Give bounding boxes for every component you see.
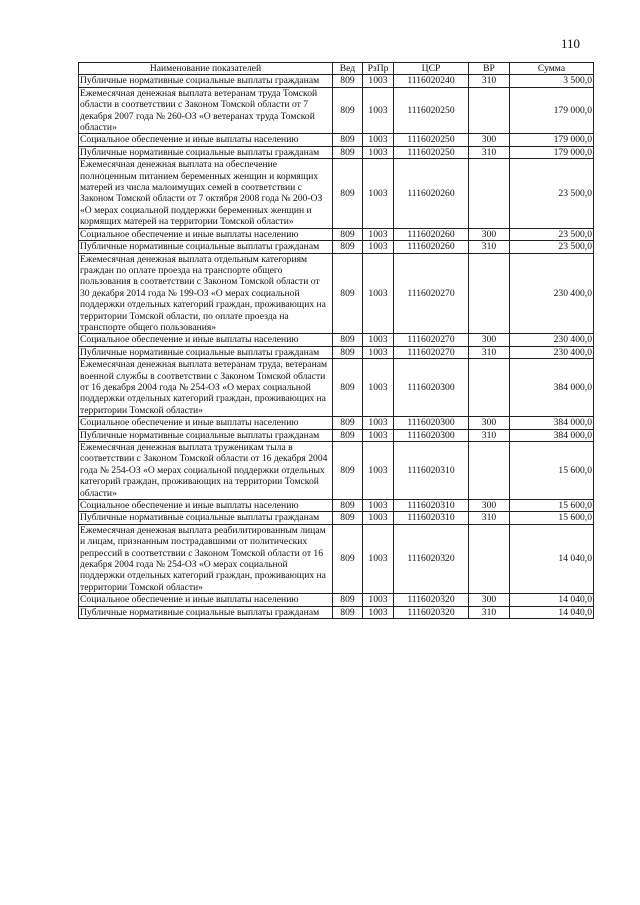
row-csr-cell: 1116020310 — [394, 442, 469, 500]
row-csr-cell: 1116020250 — [394, 134, 469, 146]
header-ved: Вед — [333, 63, 363, 75]
row-ved-cell: 809 — [333, 524, 363, 593]
row-name-cell: Социальное обеспечение и иные выплаты населению — [79, 334, 333, 346]
row-name-cell: Ежемесячная денежная выплата труженикам тыла в соответствии с Законом Томской области от 16 декабря 2004 года № 254-ОЗ «О мерах социальной поддержки отдельных категорий граждан, проживающих на территории Томской области» — [79, 442, 333, 500]
row-rzpr-cell: 1003 — [363, 134, 394, 146]
table-header-row — [79, 63, 594, 75]
row-vr-cell: 310 — [469, 75, 510, 87]
row-rzpr-cell: 1003 — [363, 500, 394, 512]
row-csr-cell: 1116020300 — [394, 359, 469, 417]
row-rzpr-cell: 1003 — [363, 334, 394, 346]
row-ved-cell: 809 — [333, 253, 363, 334]
row-rzpr-cell: 1003 — [363, 75, 394, 87]
row-vr-cell: 300 — [469, 500, 510, 512]
row-sum-cell: 15 600,0 — [510, 512, 594, 524]
row-vr-cell: 310 — [469, 429, 510, 441]
table-row — [79, 241, 594, 253]
row-ved-cell: 809 — [333, 606, 363, 618]
table-row — [79, 146, 594, 158]
row-name-cell: Публичные нормативные социальные выплаты гражданам — [79, 241, 333, 253]
row-vr-cell: 300 — [469, 134, 510, 146]
row-vr-cell — [469, 159, 510, 228]
table-row — [79, 429, 594, 441]
row-csr-cell: 1116020300 — [394, 417, 469, 429]
row-vr-cell — [469, 524, 510, 593]
row-sum-cell: 384 000,0 — [510, 359, 594, 417]
row-ved-cell: 809 — [333, 75, 363, 87]
row-sum-cell: 230 400,0 — [510, 253, 594, 334]
table-row — [79, 417, 594, 429]
row-rzpr-cell: 1003 — [363, 359, 394, 417]
row-name-cell: Ежемесячная денежная выплата отдельным категориям граждан по оплате проезда на транспорте общего пользования в соответствии с Законом Томской области от 30 декабря 2014 года № 199-ОЗ «О мерах социальной поддержки отдельных категорий граждан, проживающих на территории Томской области, по оплате проезда на транспорте общего пользования» — [79, 253, 333, 334]
row-name-cell: Ежемесячная денежная выплата реабилитированным лицам и лицам, признанным пострадавшими от политических репрессий в соответствии с Законом Томской области от 16 декабря 2004 года № 254-ОЗ «О мерах социальной поддержки отдельных категорий граждан, проживающих на территории Томской области» — [79, 524, 333, 593]
row-csr-cell: 1116020310 — [394, 512, 469, 524]
row-vr-cell: 310 — [469, 241, 510, 253]
row-csr-cell: 1116020250 — [394, 146, 469, 158]
row-rzpr-cell: 1003 — [363, 228, 394, 240]
row-ved-cell: 809 — [333, 417, 363, 429]
table-row — [79, 512, 594, 524]
table-body — [79, 75, 594, 619]
row-sum-cell: 3 500,0 — [510, 75, 594, 87]
row-ved-cell: 809 — [333, 334, 363, 346]
table-row — [79, 524, 594, 593]
row-sum-cell: 179 000,0 — [510, 146, 594, 158]
row-vr-cell: 300 — [469, 334, 510, 346]
row-name-cell: Ежемесячная денежная выплата ветеранам труда Томской области в соответствии с Законом Томской области от 7 декабря 2007 года № 260-ОЗ «О ветеранах труда Томской области» — [79, 87, 333, 134]
row-csr-cell: 1116020300 — [394, 429, 469, 441]
row-ved-cell: 809 — [333, 241, 363, 253]
row-sum-cell: 15 600,0 — [510, 442, 594, 500]
row-ved-cell: 809 — [333, 500, 363, 512]
table-row — [79, 228, 594, 240]
row-vr-cell: 300 — [469, 417, 510, 429]
row-ved-cell: 809 — [333, 228, 363, 240]
table-row — [79, 334, 594, 346]
row-rzpr-cell: 1003 — [363, 241, 394, 253]
row-sum-cell: 230 400,0 — [510, 346, 594, 358]
row-sum-cell: 179 000,0 — [510, 87, 594, 134]
row-name-cell: Публичные нормативные социальные выплаты гражданам — [79, 146, 333, 158]
row-name-cell: Публичные нормативные социальные выплаты гражданам — [79, 429, 333, 441]
row-name-cell: Социальное обеспечение и иные выплаты населению — [79, 228, 333, 240]
row-rzpr-cell: 1003 — [363, 594, 394, 606]
table-row — [79, 159, 594, 228]
header-name: Наименование показателей — [79, 63, 333, 75]
row-ved-cell: 809 — [333, 346, 363, 358]
row-vr-cell: 310 — [469, 512, 510, 524]
row-sum-cell: 14 040,0 — [510, 594, 594, 606]
row-name-cell: Социальное обеспечение и иные выплаты населению — [79, 500, 333, 512]
table-row — [79, 134, 594, 146]
row-rzpr-cell: 1003 — [363, 159, 394, 228]
row-csr-cell: 1116020260 — [394, 228, 469, 240]
row-ved-cell: 809 — [333, 134, 363, 146]
row-csr-cell: 1116020310 — [394, 500, 469, 512]
row-csr-cell: 1116020320 — [394, 594, 469, 606]
table-row — [79, 442, 594, 500]
row-rzpr-cell: 1003 — [363, 524, 394, 593]
row-rzpr-cell: 1003 — [363, 606, 394, 618]
row-rzpr-cell: 1003 — [363, 442, 394, 500]
row-rzpr-cell: 1003 — [363, 87, 394, 134]
row-ved-cell: 809 — [333, 87, 363, 134]
row-name-cell: Публичные нормативные социальные выплаты гражданам — [79, 346, 333, 358]
row-name-cell: Социальное обеспечение и иные выплаты населению — [79, 134, 333, 146]
header-rzpr: РзПр — [363, 63, 394, 75]
row-vr-cell: 300 — [469, 594, 510, 606]
table-row — [79, 359, 594, 417]
row-ved-cell: 809 — [333, 159, 363, 228]
row-rzpr-cell: 1003 — [363, 417, 394, 429]
row-vr-cell — [469, 359, 510, 417]
table-row — [79, 87, 594, 134]
row-name-cell: Социальное обеспечение и иные выплаты населению — [79, 594, 333, 606]
table-row — [79, 606, 594, 618]
table-row — [79, 253, 594, 334]
row-vr-cell: 310 — [469, 346, 510, 358]
header-csr: ЦСР — [394, 63, 469, 75]
row-ved-cell: 809 — [333, 442, 363, 500]
row-name-cell: Ежемесячная денежная выплата на обеспечение полноценным питанием беременных женщин и кормящих матерей из числа малоимущих семей в соответствии с Законом Томской области от 7 октября 2008 года № 200-ОЗ «О мерах социальной поддержки беременных женщин и кормящих матерей на территории Томской области» — [79, 159, 333, 228]
row-vr-cell: 310 — [469, 146, 510, 158]
row-sum-cell: 384 000,0 — [510, 417, 594, 429]
row-ved-cell: 809 — [333, 359, 363, 417]
row-sum-cell: 14 040,0 — [510, 524, 594, 593]
row-csr-cell: 1116020270 — [394, 346, 469, 358]
row-name-cell: Публичные нормативные социальные выплаты гражданам — [79, 512, 333, 524]
row-csr-cell: 1116020240 — [394, 75, 469, 87]
row-csr-cell: 1116020270 — [394, 253, 469, 334]
row-csr-cell: 1116020260 — [394, 159, 469, 228]
row-csr-cell: 1116020320 — [394, 606, 469, 618]
row-sum-cell: 384 000,0 — [510, 429, 594, 441]
row-csr-cell: 1116020260 — [394, 241, 469, 253]
table-row — [79, 594, 594, 606]
row-rzpr-cell: 1003 — [363, 429, 394, 441]
row-rzpr-cell: 1003 — [363, 146, 394, 158]
row-sum-cell: 179 000,0 — [510, 134, 594, 146]
row-vr-cell — [469, 442, 510, 500]
row-sum-cell: 14 040,0 — [510, 606, 594, 618]
table-row — [79, 500, 594, 512]
row-rzpr-cell: 1003 — [363, 512, 394, 524]
row-vr-cell: 310 — [469, 606, 510, 618]
row-sum-cell: 23 500,0 — [510, 241, 594, 253]
row-sum-cell: 15 600,0 — [510, 500, 594, 512]
header-vr: ВР — [469, 63, 510, 75]
row-csr-cell: 1116020320 — [394, 524, 469, 593]
table-row — [79, 75, 594, 87]
row-rzpr-cell: 1003 — [363, 253, 394, 334]
row-name-cell: Социальное обеспечение и иные выплаты населению — [79, 417, 333, 429]
budget-table — [78, 62, 594, 619]
page-number: 110 — [561, 36, 581, 51]
row-rzpr-cell: 1003 — [363, 346, 394, 358]
row-vr-cell — [469, 87, 510, 134]
row-ved-cell: 809 — [333, 512, 363, 524]
row-ved-cell: 809 — [333, 594, 363, 606]
row-name-cell: Публичные нормативные социальные выплаты гражданам — [79, 75, 333, 87]
row-vr-cell: 300 — [469, 228, 510, 240]
row-name-cell: Ежемесячная денежная выплата ветеранам труда, ветеранам военной службы в соответствии с Законом Томской области от 16 декабря 2004 года № 254-ОЗ «О мерах социальной поддержки отдельных категорий граждан, проживающих на территории Томской области» — [79, 359, 333, 417]
row-sum-cell: 23 500,0 — [510, 228, 594, 240]
row-vr-cell — [469, 253, 510, 334]
row-sum-cell: 23 500,0 — [510, 159, 594, 228]
row-ved-cell: 809 — [333, 429, 363, 441]
row-csr-cell: 1116020250 — [394, 87, 469, 134]
row-sum-cell: 230 400,0 — [510, 334, 594, 346]
row-csr-cell: 1116020270 — [394, 334, 469, 346]
row-name-cell: Публичные нормативные социальные выплаты гражданам — [79, 606, 333, 618]
table-row — [79, 346, 594, 358]
row-ved-cell: 809 — [333, 146, 363, 158]
header-sum: Сумма — [510, 63, 594, 75]
